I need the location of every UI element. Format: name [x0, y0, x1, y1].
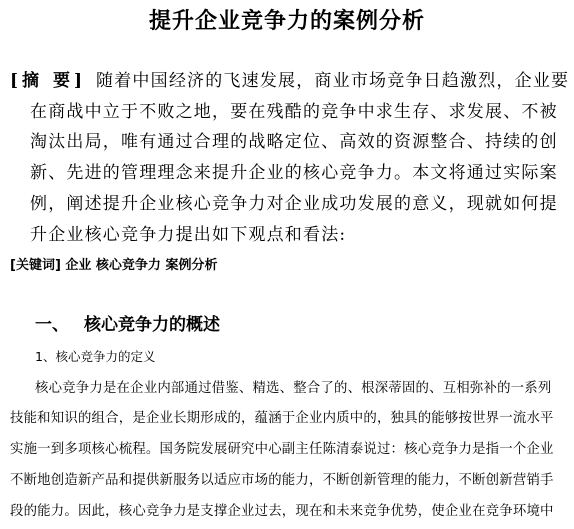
- abstract-line: 在商战中立于不败之地，要在残酷的竞争中求生存、求发展、不被: [30, 102, 558, 122]
- abstract-line: [10, 71, 569, 91]
- section-title: 核心竞争力的概述: [84, 315, 220, 335]
- abstract-label: [摘 要]: [10, 71, 87, 91]
- abstract-line: 淘汰出局，唯有通过合理的战略定位、高效的资源整合、持续的创: [30, 132, 558, 152]
- section-heading: [35, 314, 220, 336]
- subsection-heading: 1、核心竞争力的定义: [35, 349, 156, 364]
- paragraph-line: 不断地创造新产品和提供新服务以适应市场的能力，不断创新管理的能力，不断创新营销手: [10, 473, 554, 488]
- abstract-line: 新、先进的管理理念来提升企业的核心竞争力。本文将通过实际案: [30, 163, 558, 183]
- paragraph-line: 核心竞争力是在企业内部通过借鉴、精选、整合了的、根深蒂固的、互相弥补的一系列: [35, 381, 552, 396]
- abstract-line: 例，阐述提升企业核心竞争力对企业成功发展的意义，现就如何提: [30, 194, 558, 214]
- paragraph-line: 技能和知识的组合，是企业长期形成的，蕴涵于企业内质中的，独具的能够按世界一流水平: [10, 411, 554, 426]
- keywords: [关键词] 企业 核心竞争力 案例分析: [10, 258, 218, 273]
- paragraph-line: 段的能力。因此，核心竞争力是支撑企业过去，现在和未来竞争优势，使企业在竞争环境中: [10, 504, 554, 519]
- document-title: 提升企业竞争力的案例分析: [148, 9, 425, 34]
- abstract-line: 升企业核心竞争力提出如下观点和看法:: [30, 225, 347, 245]
- abstract-text: 随着中国经济的飞速发展，商业市场竞争日趋激烈，企业要: [96, 71, 570, 91]
- section-number: 一、: [35, 315, 69, 335]
- paragraph-line: 实施一到多项核心梳程。国务院发展研究中心副主任陈清泰说过：核心竞争力是指一个企业: [10, 442, 554, 457]
